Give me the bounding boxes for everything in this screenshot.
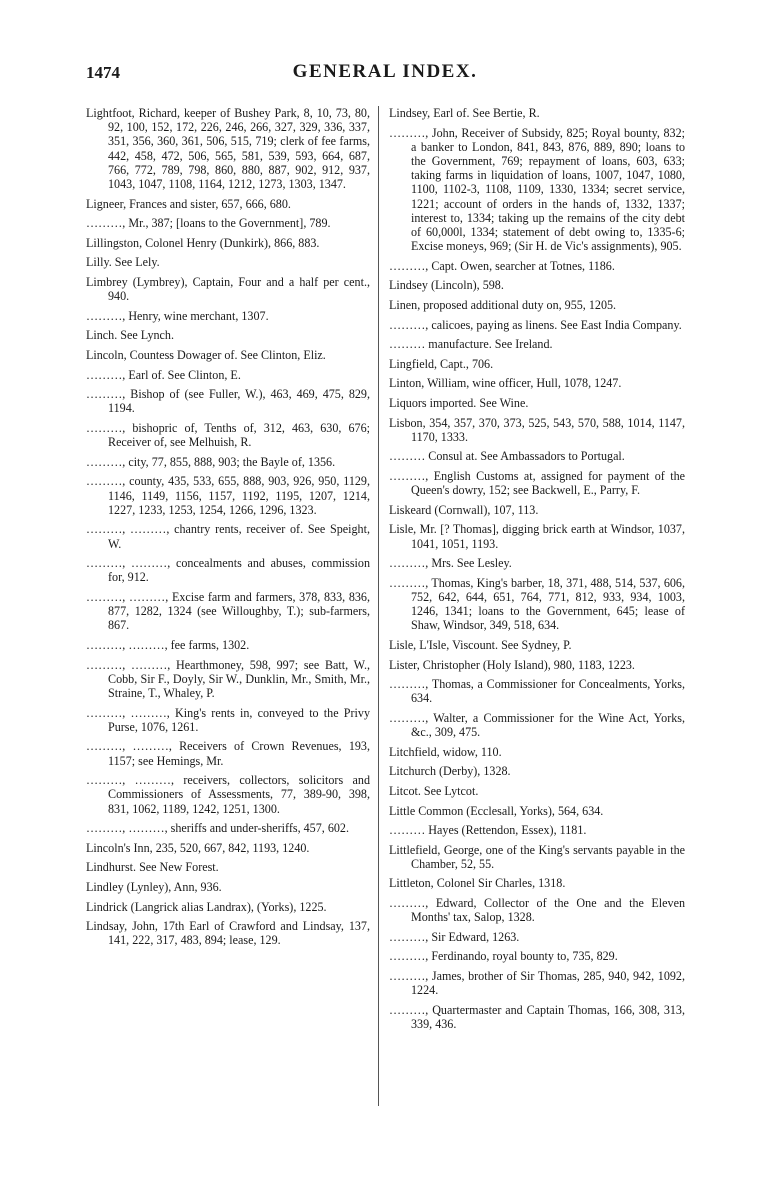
index-entry: ………, ………, Receivers of Crown Revenues, 193, 1157; see Hemings, Mr.: [86, 739, 370, 768]
index-entry: Lillingston, Colonel Henry (Dunkirk), 866, 883.: [86, 235, 320, 250]
index-entry: ………, bishopric of, Tenths of, 312, 463, 630, 676; Receiver of, see Melhuish, R.: [86, 420, 370, 450]
index-entry: Littlefield, George, one of the King's servants payable in the Chamber, 52, 55.: [389, 842, 685, 871]
index-entry: ………, Capt. Owen, searcher at Totnes, 1186.: [389, 258, 615, 273]
index-entry: Littleton, Colonel Sir Charles, 1318.: [389, 876, 566, 891]
index-entry: Lindhurst. See New Forest.: [86, 860, 219, 875]
index-entry: ………, Mrs. See Lesley.: [389, 556, 512, 571]
index-entry: Linton, William, wine officer, Hull, 1078, 1247.: [389, 376, 622, 391]
index-entry: Lisle, Mr. [? Thomas], digging brick earth at Windsor, 1037, 1041, 1051, 1193.: [389, 522, 685, 551]
index-entry: ………, ………, Excise farm and farmers, 378, 833, 836, 877, 1282, 1324 (see Willoughby, T.); sub-farmers, 867.: [86, 589, 370, 633]
index-entry: ………, James, brother of Sir Thomas, 285, 940, 942, 1092, 1224.: [389, 969, 685, 998]
index-entry: ……… Hayes (Rettendon, Essex), 1181.: [389, 823, 587, 838]
index-entry: Lindley (Lynley), Ann, 936.: [86, 879, 222, 894]
index-entry: ………, Edward, Collector of the One and the Eleven Months' tax, Salop, 1328.: [389, 896, 685, 925]
index-entry: ………, county, 435, 533, 655, 888, 903, 926, 950, 1129, 1146, 1149, 1156, 1157, 1192, 1195, 1207, 1214, 1227, 1233, 1253, 1254, 1266, 1296, 1323.: [86, 474, 370, 517]
index-entry: ………, city, 77, 855, 888, 903; the Bayle of, 1356.: [86, 454, 336, 469]
index-entry: ………, Thomas, King's barber, 18, 371, 488, 514, 537, 606, 752, 642, 644, 651, 764, 771, 812, 933, 934, 1003, 1246, 1341; loans to the Government, 645; lease of Shaw, Windsor, 349, 518, 634.: [389, 575, 685, 633]
index-entry: ………, Thomas, a Commissioner for Concealments, Yorks, 634.: [389, 677, 685, 706]
index-entry: ………, Earl of. See Clinton, E.: [86, 367, 241, 382]
index-entry: Lindrick (Langrick alias Landrax), (Yorks), 1225.: [86, 899, 327, 914]
index-entry: Limbrey (Lymbrey), Captain, Four and a half per cent., 940.: [86, 274, 370, 304]
index-entry: Ligneer, Frances and sister, 657, 666, 680.: [86, 196, 291, 211]
page-title: GENERAL INDEX.: [292, 61, 478, 82]
index-entry: ………, Henry, wine merchant, 1307.: [86, 308, 269, 323]
index-entry: Lingfield, Capt., 706.: [389, 356, 494, 371]
index-column-right: [389, 106, 685, 1037]
page-number: 1474: [86, 63, 120, 82]
index-entry: Lincoln's Inn, 235, 520, 667, 842, 1193, 1240.: [86, 840, 310, 855]
index-entry: Lindsey (Lincoln), 598.: [389, 278, 504, 293]
index-entry: ………, Mr., 387; [loans to the Government], 789.: [86, 216, 331, 231]
index-entry: ………, Ferdinando, royal bounty to, 735, 829.: [389, 949, 618, 964]
index-entry: ……… manufacture. See Ireland.: [389, 337, 553, 352]
index-entry: ………, calicoes, paying as linens. See East India Company.: [389, 317, 682, 332]
index-entry: ………, ………, Hearthmoney, 598, 997; see Batt, W., Cobb, Sir F., Doyly, Sir W., Dunklin, Mr., Smith, Mr., Straine, T., Whaley, P.: [86, 657, 370, 700]
index-entry: Linch. See Lynch.: [86, 328, 174, 343]
index-entry: ………, Quartermaster and Captain Thomas, 166, 308, 313, 339, 436.: [389, 1002, 685, 1032]
index-entry: ………, ………, sheriffs and under-sheriffs, 457, 602.: [86, 821, 349, 836]
index-entry: Lightfoot, Richard, keeper of Bushey Park, 8, 10, 73, 80, 92, 100, 152, 172, 226, 246, 266, 327, 329, 336, 337, 351, 356, 360, 361, 506, 515, 719; clerk of fee farms, 442, 458, 472, 506, 565, 581, 539, 593, 664, 687, 766, 772, 789, 798, 860, 880, 887, 902, 912, 937, 1043, 1047, 1108, 1164, 1212, 1273, 1303, 1347.: [86, 106, 370, 192]
index-entry: ………, English Customs at, assigned for payment of the Queen's dowry, 152; see Backwell, E., Parry, F.: [389, 468, 685, 498]
index-entry: Little Common (Ecclesall, Yorks), 564, 634.: [389, 803, 604, 818]
index-entry: Lisbon, 354, 357, 370, 373, 525, 543, 570, 588, 1014, 1147, 1170, 1333.: [389, 415, 685, 444]
index-entry: Liskeard (Cornwall), 107, 113.: [389, 502, 539, 517]
index-entry: ………, John, Receiver of Subsidy, 825; Royal bounty, 832; a banker to London, 841, 843, 876, 889, 890; loans to the Government, 769; repayment of loans, 603, 633; taking farms in liquidation of loans, 1007, 1047, 1080, 1100, 1102-3, 1108, 1109, 1330, 1334; secret service, 1221; account of orders in the hands of, 1332, 1337; interest to, 1334; taking up the remains of the city debt of 60,000l, 1334; statement of debt owing to, 1335-6; Excise moneys, 969; (Sir H. de Vic's assignments), 905.: [389, 125, 685, 254]
index-entry: ………, ………, receivers, collectors, solicitors and Commissioners of Assessments, 77, 389-90, 398, 831, 1062, 1189, 1242, 1251, 1300.: [86, 773, 370, 816]
index-entry: ………, ………, concealments and abuses, commission for, 912.: [86, 556, 370, 585]
index-entry: ………, ………, fee farms, 1302.: [86, 637, 250, 652]
index-entry: Litchurch (Derby), 1328.: [389, 764, 511, 779]
index-entry: Litcot. See Lytcot.: [389, 783, 479, 798]
index-entry: Litchfield, widow, 110.: [389, 744, 502, 759]
index-entry: Lincoln, Countess Dowager of. See Clinton, Eliz.: [86, 347, 326, 362]
index-entry: Lister, Christopher (Holy Island), 980, 1183, 1223.: [389, 657, 635, 672]
index-entry: ………, ………, chantry rents, receiver of. See Speight, W.: [86, 522, 370, 551]
index-entry: ………, ………, King's rents in, conveyed to the Privy Purse, 1076, 1261.: [86, 705, 370, 734]
column-divider: [378, 106, 379, 1106]
index-entry: ……… Consul at. See Ambassadors to Portugal.: [389, 449, 625, 464]
index-column-left: [86, 106, 370, 953]
index-entry: Lilly. See Lely.: [86, 255, 160, 270]
index-entry: ………, Bishop of (see Fuller, W.), 463, 469, 475, 829, 1194.: [86, 387, 370, 416]
index-entry: ………, Walter, a Commissioner for the Wine Act, Yorks, &c., 309, 475.: [389, 710, 685, 740]
index-entry: Lindsey, Earl of. See Bertie, R.: [389, 106, 540, 120]
index-entry: Linen, proposed additional duty on, 955, 1205.: [389, 298, 617, 312]
index-entry: Lindsay, John, 17th Earl of Crawford and Lindsay, 137, 141, 222, 317, 483, 894; lease, 129.: [86, 919, 370, 948]
index-entry: Liquors imported. See Wine.: [389, 395, 529, 410]
index-entry: ………, Sir Edward, 1263.: [389, 929, 520, 944]
index-entry: Lisle, L'Isle, Viscount. See Sydney, P.: [389, 637, 572, 652]
